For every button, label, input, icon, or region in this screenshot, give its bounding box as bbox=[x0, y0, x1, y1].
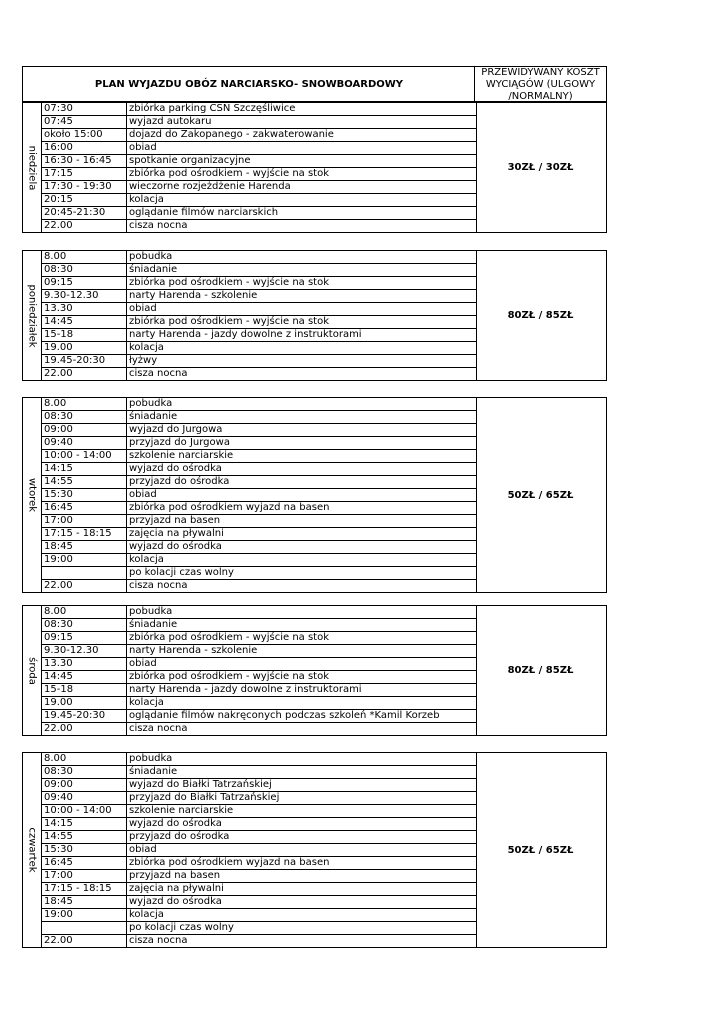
table-row bbox=[42, 277, 476, 290]
schedule-rows bbox=[41, 606, 477, 735]
activity-cell: narty Harenda - jazdy dowolne z instruktorami bbox=[129, 329, 362, 340]
time-cell: 15:30 bbox=[42, 844, 127, 856]
time-cell: 19.00 bbox=[42, 697, 127, 709]
time-cell: 19.45-20:30 bbox=[42, 710, 127, 722]
table-row bbox=[42, 515, 476, 528]
lift-cost: 80ZŁ / 85ZŁ bbox=[507, 310, 574, 321]
time-cell: 07:45 bbox=[42, 116, 127, 128]
activity-cell: przyjazd do ośrodka bbox=[129, 476, 230, 487]
activity-cell: cisza nocna bbox=[129, 220, 188, 231]
time-cell: 09:00 bbox=[42, 424, 127, 436]
activity-cell: zbiórka parking CSN Szczęśliwice bbox=[129, 103, 296, 114]
time-cell: 20:45-21:30 bbox=[42, 207, 127, 219]
time-cell: 19.00 bbox=[42, 342, 127, 354]
activity-cell: zbiórka pod ośrodkiem - wyjście na stok bbox=[129, 632, 330, 643]
schedule-rows bbox=[41, 251, 477, 380]
activity-cell: przyjazd do Jurgowa bbox=[129, 437, 230, 448]
activity-cell: wyjazd do Białki Tatrzańskiej bbox=[129, 779, 272, 790]
table-row bbox=[42, 342, 476, 355]
table-row bbox=[42, 619, 476, 632]
time-cell: 9.30-12.30 bbox=[42, 290, 127, 302]
time-cell bbox=[42, 567, 127, 579]
table-row bbox=[42, 766, 476, 779]
time-cell: 17:30 - 19:30 bbox=[42, 181, 127, 193]
table-row bbox=[42, 723, 476, 735]
activity-cell: wieczorne rozjeżdżenie Harenda bbox=[129, 181, 291, 192]
time-cell: 17:15 - 18:15 bbox=[42, 528, 127, 540]
table-row bbox=[42, 329, 476, 342]
activity-cell: cisza nocna bbox=[129, 935, 188, 946]
time-cell: 20:15 bbox=[42, 194, 127, 206]
time-cell: 8.00 bbox=[42, 753, 127, 765]
table-row bbox=[42, 935, 476, 947]
table-row bbox=[42, 818, 476, 831]
table-row bbox=[42, 424, 476, 437]
table-row bbox=[42, 103, 476, 116]
activity-cell: kolacja bbox=[129, 909, 164, 920]
table-row bbox=[42, 290, 476, 303]
table-row bbox=[42, 684, 476, 697]
day-name: wtorek bbox=[26, 477, 38, 513]
time-cell: 14:55 bbox=[42, 831, 127, 843]
activity-cell: szkolenie narciarskie bbox=[129, 805, 234, 816]
table-row bbox=[42, 142, 476, 155]
day-name-cell bbox=[23, 398, 41, 592]
day-name-cell bbox=[23, 753, 41, 947]
time-cell: 09:00 bbox=[42, 779, 127, 791]
activity-cell: kolacja bbox=[129, 194, 164, 205]
activity-cell: wyjazd do ośrodka bbox=[129, 463, 222, 474]
time-cell: 17:15 - 18:15 bbox=[42, 883, 127, 895]
activity-cell: po kolacji czas wolny bbox=[129, 567, 234, 578]
time-cell: 22.00 bbox=[42, 723, 127, 735]
table-row bbox=[42, 606, 476, 619]
activity-cell: zbiórka pod ośrodkiem wyjazd na basen bbox=[129, 502, 330, 513]
table-row bbox=[42, 476, 476, 489]
table-row bbox=[42, 264, 476, 277]
lift-cost: 30ZŁ / 30ZŁ bbox=[507, 162, 574, 173]
activity-cell: szkolenie narciarskie bbox=[129, 450, 234, 461]
table-row bbox=[42, 554, 476, 567]
day-name-cell bbox=[23, 251, 41, 380]
activity-cell: obiad bbox=[129, 844, 157, 855]
activity-cell: wyjazd do ośrodka bbox=[129, 541, 222, 552]
table-row bbox=[42, 207, 476, 220]
page-title: PLAN WYJAZDU OBÓZ NARCIARSKO- SNOWBOARDOWY bbox=[94, 78, 404, 90]
time-cell: 08:30 bbox=[42, 766, 127, 778]
table-row bbox=[42, 155, 476, 168]
time-cell: 9.30-12.30 bbox=[42, 645, 127, 657]
time-cell: 09:15 bbox=[42, 632, 127, 644]
activity-cell: śniadanie bbox=[129, 264, 178, 275]
activity-cell: łyżwy bbox=[129, 355, 158, 366]
time-cell: 14:55 bbox=[42, 476, 127, 488]
table-row bbox=[42, 896, 476, 909]
day-name-cell bbox=[23, 606, 41, 735]
day-name: poniedziałek bbox=[26, 283, 38, 348]
activity-cell: narty Harenda - szkolenie bbox=[129, 645, 258, 656]
table-row bbox=[42, 502, 476, 515]
activity-cell: spotkanie organizacyjne bbox=[129, 155, 251, 166]
activity-cell: zajęcia na pływalni bbox=[129, 528, 224, 539]
activity-cell: obiad bbox=[129, 489, 157, 500]
day-block bbox=[22, 102, 607, 233]
table-row bbox=[42, 710, 476, 723]
activity-cell: pobudka bbox=[129, 606, 173, 617]
table-row bbox=[42, 909, 476, 922]
activity-cell: obiad bbox=[129, 658, 157, 669]
table-row bbox=[42, 194, 476, 207]
activity-cell: zbiórka pod ośrodkiem - wyjście na stok bbox=[129, 168, 330, 179]
day-name-cell bbox=[23, 103, 41, 232]
time-cell: 13.30 bbox=[42, 658, 127, 670]
cost-column-header: PRZEWIDYWANY KOSZT WYCIĄGÓW (ULGOWY /NORMALNY) bbox=[474, 67, 606, 101]
activity-cell: pobudka bbox=[129, 753, 173, 764]
time-cell: 19:00 bbox=[42, 554, 127, 566]
time-cell: 14:45 bbox=[42, 316, 127, 328]
day-block bbox=[22, 605, 607, 736]
table-row bbox=[42, 779, 476, 792]
time-cell: 19.45-20:30 bbox=[42, 355, 127, 367]
activity-cell: oglądanie filmów nakręconych podczas szkoleń *Kamil Korzeb bbox=[129, 710, 440, 721]
table-row bbox=[42, 658, 476, 671]
table-row bbox=[42, 645, 476, 658]
table-row bbox=[42, 697, 476, 710]
activity-cell: kolacja bbox=[129, 697, 164, 708]
activity-cell: narty Harenda - szkolenie bbox=[129, 290, 258, 301]
table-row bbox=[42, 303, 476, 316]
activity-cell: zbiórka pod ośrodkiem - wyjście na stok bbox=[129, 277, 330, 288]
activity-cell: wyjazd do ośrodka bbox=[129, 896, 222, 907]
table-row bbox=[42, 844, 476, 857]
time-cell: 10:00 - 14:00 bbox=[42, 450, 127, 462]
time-cell: 16:45 bbox=[42, 502, 127, 514]
time-cell: 17:00 bbox=[42, 515, 127, 527]
table-row bbox=[42, 541, 476, 554]
activity-cell: przyjazd do Białki Tatrzańskiej bbox=[129, 792, 280, 803]
table-row bbox=[42, 922, 476, 935]
activity-cell: obiad bbox=[129, 303, 157, 314]
activity-cell: śniadanie bbox=[129, 411, 178, 422]
activity-cell: zbiórka pod ośrodkiem - wyjście na stok bbox=[129, 316, 330, 327]
activity-cell: pobudka bbox=[129, 398, 173, 409]
lift-cost: 50ZŁ / 65ZŁ bbox=[507, 489, 574, 501]
time-cell: 18:45 bbox=[42, 896, 127, 908]
time-cell: 18:45 bbox=[42, 541, 127, 553]
day-block bbox=[22, 397, 607, 593]
activity-cell: zbiórka pod ośrodkiem wyjazd na basen bbox=[129, 857, 330, 868]
activity-cell: wyjazd do Jurgowa bbox=[129, 424, 223, 435]
activity-cell: kolacja bbox=[129, 342, 164, 353]
table-row bbox=[42, 870, 476, 883]
day-block bbox=[22, 250, 607, 381]
table-row bbox=[42, 857, 476, 870]
table-row bbox=[42, 437, 476, 450]
time-cell: 16:45 bbox=[42, 857, 127, 869]
activity-cell: przyjazd do ośrodka bbox=[129, 831, 230, 842]
table-row bbox=[42, 129, 476, 142]
table-row bbox=[42, 632, 476, 645]
table-row bbox=[42, 883, 476, 896]
time-cell: 10:00 - 14:00 bbox=[42, 805, 127, 817]
day-name: niedziela bbox=[26, 145, 38, 190]
schedule-rows bbox=[41, 398, 477, 592]
time-cell: 08:30 bbox=[42, 619, 127, 631]
time-cell: 22.00 bbox=[42, 935, 127, 947]
time-cell: 17:15 bbox=[42, 168, 127, 180]
lift-cost: 50ZŁ / 65ZŁ bbox=[507, 844, 574, 856]
time-cell: 14:15 bbox=[42, 818, 127, 830]
time-cell: 13.30 bbox=[42, 303, 127, 315]
table-row bbox=[42, 220, 476, 232]
table-row bbox=[42, 580, 476, 592]
activity-cell: wyjazd autokaru bbox=[129, 116, 212, 127]
time-cell: 15-18 bbox=[42, 329, 127, 341]
table-row bbox=[42, 368, 476, 380]
activity-cell: cisza nocna bbox=[129, 580, 188, 591]
time-cell bbox=[42, 922, 127, 934]
table-row bbox=[42, 355, 476, 368]
time-cell: 8.00 bbox=[42, 398, 127, 410]
activity-cell: kolacja bbox=[129, 554, 164, 565]
time-cell: 15:30 bbox=[42, 489, 127, 501]
time-cell: 8.00 bbox=[42, 606, 127, 618]
activity-cell: pobudka bbox=[129, 251, 173, 262]
activity-cell: przyjazd na basen bbox=[129, 870, 221, 881]
table-row bbox=[42, 753, 476, 766]
table-row bbox=[42, 116, 476, 129]
activity-cell: zajęcia na pływalni bbox=[129, 883, 224, 894]
table-row bbox=[42, 316, 476, 329]
table-row bbox=[42, 831, 476, 844]
table-row bbox=[42, 489, 476, 502]
time-cell: 07:30 bbox=[42, 103, 127, 115]
activity-cell: dojazd do Zakopanego - zakwaterowanie bbox=[129, 129, 334, 140]
table-row bbox=[42, 450, 476, 463]
time-cell: 22.00 bbox=[42, 220, 127, 232]
activity-cell: narty Harenda - jazdy dowolne z instruktorami bbox=[129, 684, 362, 695]
lift-cost: 80ZŁ / 85ZŁ bbox=[507, 665, 574, 676]
table-row bbox=[42, 805, 476, 818]
schedule-rows bbox=[41, 103, 477, 232]
activity-cell: cisza nocna bbox=[129, 368, 188, 379]
time-cell: 22.00 bbox=[42, 368, 127, 380]
activity-cell: wyjazd do ośrodka bbox=[129, 818, 222, 829]
activity-cell: obiad bbox=[129, 142, 157, 153]
table-row bbox=[42, 792, 476, 805]
table-row bbox=[42, 168, 476, 181]
time-cell: 08:30 bbox=[42, 411, 127, 423]
table-row bbox=[42, 411, 476, 424]
time-cell: 09:40 bbox=[42, 792, 127, 804]
time-cell: 08:30 bbox=[42, 264, 127, 276]
time-cell: 16:30 - 16:45 bbox=[42, 155, 127, 167]
activity-cell: oglądanie filmów narciarskich bbox=[129, 207, 279, 218]
time-cell: 15-18 bbox=[42, 684, 127, 696]
table-row bbox=[42, 251, 476, 264]
table-row bbox=[42, 463, 476, 476]
table-row bbox=[42, 398, 476, 411]
schedule-header bbox=[22, 66, 607, 102]
activity-cell: śniadanie bbox=[129, 619, 178, 630]
time-cell: 14:45 bbox=[42, 671, 127, 683]
time-cell: 16:00 bbox=[42, 142, 127, 154]
day-name: czwartek bbox=[26, 827, 38, 873]
time-cell: około 15:00 bbox=[42, 129, 127, 141]
activity-cell: zbiórka pod ośrodkiem - wyjście na stok bbox=[129, 671, 330, 682]
activity-cell: po kolacji czas wolny bbox=[129, 922, 234, 933]
time-cell: 14:15 bbox=[42, 463, 127, 475]
table-row bbox=[42, 671, 476, 684]
activity-cell: śniadanie bbox=[129, 766, 178, 777]
time-cell: 19:00 bbox=[42, 909, 127, 921]
activity-cell: przyjazd na basen bbox=[129, 515, 221, 526]
activity-cell: cisza nocna bbox=[129, 723, 188, 734]
table-row bbox=[42, 181, 476, 194]
schedule-rows bbox=[41, 753, 477, 947]
day-block bbox=[22, 752, 607, 948]
time-cell: 09:40 bbox=[42, 437, 127, 449]
time-cell: 17:00 bbox=[42, 870, 127, 882]
time-cell: 09:15 bbox=[42, 277, 127, 289]
table-row bbox=[42, 528, 476, 541]
time-cell: 8.00 bbox=[42, 251, 127, 263]
time-cell: 22.00 bbox=[42, 580, 127, 592]
day-name: środa bbox=[26, 656, 38, 685]
table-row bbox=[42, 567, 476, 580]
